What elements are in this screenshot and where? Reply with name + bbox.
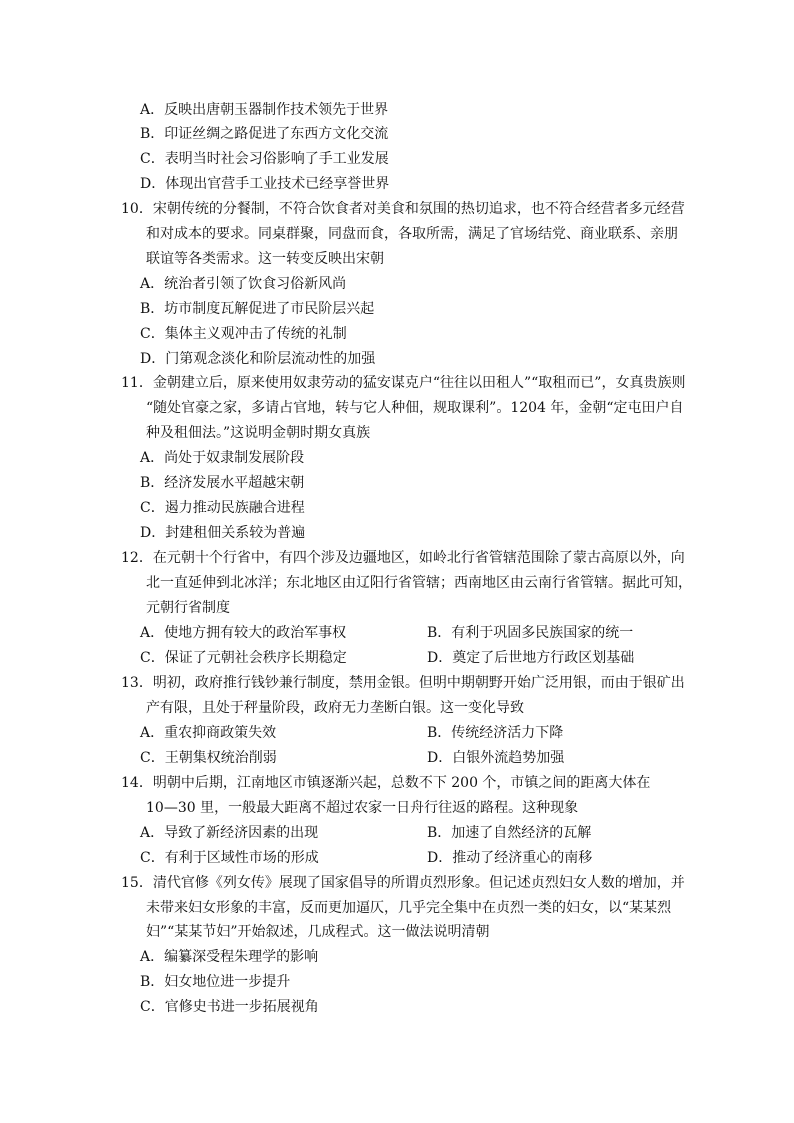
- q12-option-a: A．使地方拥有较大的政治军事权: [140, 625, 347, 641]
- q11-stem-line-3: 种及租佃法。”这说明金朝时期女真族: [146, 425, 371, 441]
- q15-option-a: A．编纂深受程朱理学的影响: [140, 949, 319, 965]
- q9-option-d: D．体现出官营手工业技术已经享誉世界: [140, 176, 390, 192]
- q14-stem-line-1: 14．明朝中后期，江南地区市镇逐渐兴起，总数不下 200 个，市镇之间的距离大体在: [121, 775, 651, 791]
- q10-option-d: D．门第观念淡化和阶层流动性的加强: [140, 351, 376, 367]
- q13-option-c: C．王朝集权统治削弱: [140, 750, 277, 766]
- q10-stem-line-3: 联谊等各类需求。这一转变反映出宋朝: [146, 251, 384, 267]
- q11-stem-line-2: “随处官豪之家，多请占官地，转与它人种佃，规取课利”。1204 年，金朝“定屯田户自: [146, 400, 684, 416]
- q12-option-c: C．保证了元朝社会秩序长期稳定: [140, 650, 347, 666]
- q11-option-d: D．封建租佃关系较为普遍: [140, 525, 306, 541]
- q10-stem-line-1: 10．宋朝传统的分餐制，不符合饮食者对美食和氛围的热切追求，也不符合经营者多元经营: [121, 201, 685, 217]
- q12-stem-line-1: 12．在元朝十个行省中，有四个涉及边疆地区，如岭北行省管辖范围除了蒙古高原以外，向: [121, 550, 685, 566]
- q13-option-a: A．重农抑商政策失效: [140, 725, 277, 741]
- q13-option-b: B．传统经济活力下降: [427, 725, 564, 741]
- q14-option-d: D．推动了经济重心的南移: [427, 850, 593, 866]
- q15-stem-line-2: 未带来妇女形象的丰富，反而更加逼仄，几乎完全集中在贞烈一类的妇女，以“某某烈: [146, 900, 672, 916]
- q14-option-c: C．有利于区域性市场的形成: [140, 850, 319, 866]
- q14-option-b: B．加速了自然经济的瓦解: [427, 825, 592, 841]
- q12-option-b: B．有利于巩固多民族国家的统一: [427, 625, 634, 641]
- q15-option-c: C．官修史书进一步拓展视角: [140, 999, 319, 1015]
- q13-option-d: D．白银外流趋势加强: [427, 750, 565, 766]
- q15-option-b: B．妇女地位进一步提升: [140, 974, 291, 990]
- q13-stem-line-2: 产有限，且处于秤量阶段，政府无力垄断白银。这一变化导致: [146, 700, 524, 716]
- q11-option-c: C．遏力推动民族融合进程: [140, 500, 305, 516]
- q10-stem-line-2: 和对成本的要求。同桌群聚，同盘而食，各取所需，满足了官场结党、商业联系、亲朋: [146, 226, 678, 242]
- q12-option-d: D．奠定了后世地方行政区划基础: [427, 650, 635, 666]
- q12-stem-line-2: 北一直延伸到北冰洋；东北地区由辽阳行省管辖；西南地区由云南行省管辖。据此可知，: [146, 575, 692, 591]
- q10-option-b: B．坊市制度瓦解促进了市民阶层兴起: [140, 301, 375, 317]
- q11-stem-line-1: 11．金朝建立后，原来使用奴隶劳动的猛安谋克户“往往以田租人”“取租而已”，女真贵族则: [121, 375, 686, 391]
- q9-option-c: C．表明当时社会习俗影响了手工业发展: [140, 151, 389, 167]
- q9-option-b: B．印证丝绸之路促进了东西方文化交流: [140, 126, 389, 142]
- q13-stem-line-1: 13．明初，政府推行钱钞兼行制度，禁用金银。但明中期朝野开始广泛用银，而由于银矿出: [121, 675, 685, 691]
- q9-option-a: A．反映出唐朝玉器制作技术领先于世界: [140, 102, 389, 118]
- q11-option-b: B．经济发展水平超越宋朝: [140, 475, 305, 491]
- q15-stem-line-1: 15．清代官修《列女传》展现了国家倡导的所谓贞烈形象。但记述贞烈妇女人数的增加，并: [121, 875, 685, 891]
- q10-option-a: A．统治者引领了饮食习俗新风尚: [140, 276, 347, 292]
- q12-stem-line-3: 元朝行省制度: [146, 600, 230, 616]
- q11-option-a: A．尚处于奴隶制发展阶段: [140, 450, 305, 466]
- q10-option-c: C．集体主义观冲击了传统的礼制: [140, 326, 347, 342]
- q15-stem-line-3: 妇”“某某节妇”开始叙述，几成程式。这一做法说明清朝: [146, 924, 490, 940]
- q14-stem-line-2: 10—30 里，一般最大距离不超过农家一日舟行往返的路程。这种现象: [146, 800, 579, 816]
- q14-option-a: A．导致了新经济因素的出现: [140, 825, 319, 841]
